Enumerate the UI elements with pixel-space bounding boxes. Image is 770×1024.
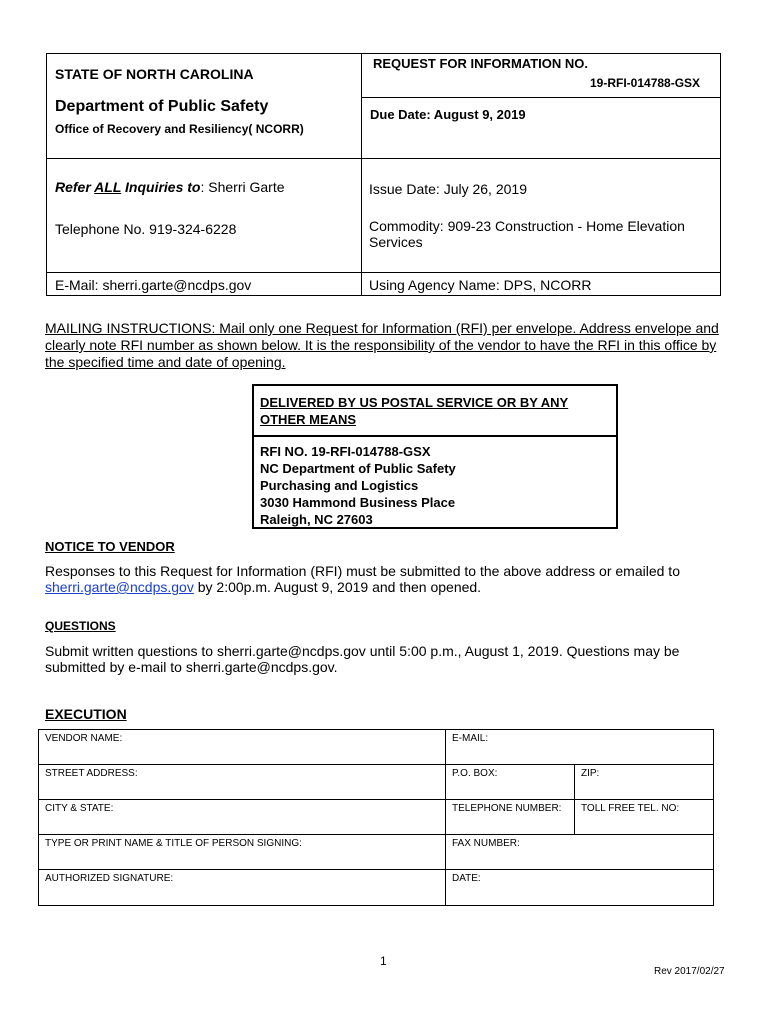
questions-text: Submit written questions to sherri.garte@ncdps.gov until 5:00 p.m., August 1, 2019. Questions may be submitted by e-mail to sherri.garte@ncdps.gov.: [45, 643, 680, 675]
delivery-rfi-no: RFI NO. 19-RFI-014788-GSX: [260, 444, 431, 459]
vendor-name-field[interactable]: VENDOR NAME:: [45, 733, 123, 744]
delivery-city: Raleigh, NC 27603: [260, 512, 373, 527]
page-number: 1: [380, 954, 387, 968]
header-rule-2: [46, 272, 721, 273]
header-rule-1: [46, 158, 721, 159]
state-title: STATE OF NORTH CAROLINA: [55, 66, 254, 82]
delivery-divider: [252, 435, 618, 437]
delivery-division: Purchasing and Logistics: [260, 478, 419, 493]
signer-name-field[interactable]: TYPE OR PRINT NAME & TITLE OF PERSON SIGNING:: [45, 838, 302, 849]
refer-prefix: Refer: [55, 179, 95, 195]
vendor-email-field[interactable]: E-MAIL:: [452, 733, 489, 744]
notice-text-after: by 2:00p.m. August 9, 2019 and then opened.: [193, 579, 482, 595]
refer-name: Sherri Garte: [208, 179, 285, 195]
notice-text-before: Responses to this Request for Information (RFI) must be submitted to the above address or emailed to: [45, 563, 680, 579]
city-state-field[interactable]: CITY & STATE:: [45, 803, 114, 814]
exec-rule-4: [38, 869, 714, 870]
authorized-signature-field[interactable]: AUTHORIZED SIGNATURE:: [45, 873, 174, 884]
rfi-label: REQUEST FOR INFORMATION NO.: [373, 56, 588, 71]
street-address-field[interactable]: STREET ADDRESS:: [45, 768, 138, 779]
execution-title: EXECUTION: [45, 706, 127, 722]
exec-rule-2: [38, 799, 714, 800]
exec-col-2: [574, 764, 575, 834]
delivery-heading: [260, 394, 605, 428]
email: E-Mail: sherri.garte@ncdps.gov: [55, 277, 252, 293]
date-field[interactable]: DATE:: [452, 873, 481, 884]
po-box-field[interactable]: P.O. BOX:: [452, 768, 498, 779]
header-rule-3: [361, 97, 721, 98]
rfi-number: 19-RFI-014788-GSX: [590, 76, 701, 90]
due-date: Due Date: August 9, 2019: [370, 107, 526, 122]
exec-col-1: [445, 729, 446, 906]
delivery-address: [260, 443, 456, 528]
notice-text: [45, 563, 735, 595]
zip-field[interactable]: ZIP:: [581, 768, 600, 779]
commodity: Commodity: 909-23 Construction - Home Elevation Services: [369, 218, 685, 250]
exec-rule-3: [38, 834, 714, 835]
exec-rule-1: [38, 764, 714, 765]
refer-suffix: Inquiries to: [121, 179, 201, 195]
notice-email-link[interactable]: sherri.garte@ncdps.gov: [45, 579, 194, 595]
notice-title: NOTICE TO VENDOR: [45, 539, 175, 554]
office-name: Office of Recovery and Resiliency( NCORR): [55, 122, 304, 136]
header-divider: [361, 53, 362, 296]
telephone: Telephone No. 919-324-6228: [55, 221, 237, 237]
telephone-field[interactable]: TELEPHONE NUMBER:: [452, 803, 562, 814]
refer-all: ALL: [94, 179, 122, 195]
questions-title: QUESTIONS: [45, 619, 116, 633]
delivery-heading-part1: DELIVERED BY US POSTAL SERVICE: [260, 395, 494, 410]
fax-number-field[interactable]: FAX NUMBER:: [452, 838, 520, 849]
delivery-street: 3030 Hammond Business Place: [260, 495, 456, 510]
department-title: Department of Public Safety: [55, 98, 269, 115]
refer-colon: :: [200, 179, 205, 195]
delivery-heading-part2: OR BY ANY OTHER MEANS: [260, 395, 569, 427]
toll-free-field[interactable]: TOLL FREE TEL. NO:: [581, 803, 680, 814]
issue-date: Issue Date: July 26, 2019: [369, 181, 527, 197]
refer-inquiries: [55, 179, 285, 195]
mailing-instructions: MAILING INSTRUCTIONS: Mail only one Request for Information (RFI) per envelope. Address envelope and clearly note RFI number as shown below. It is the responsibility of the vendor to have the RFI in this office by the specified time and date of opening.: [45, 320, 719, 370]
delivery-department: NC Department of Public Safety: [260, 461, 456, 476]
agency-name: Using Agency Name: DPS, NCORR: [369, 277, 592, 293]
revision: Rev 2017/02/27: [654, 966, 725, 977]
